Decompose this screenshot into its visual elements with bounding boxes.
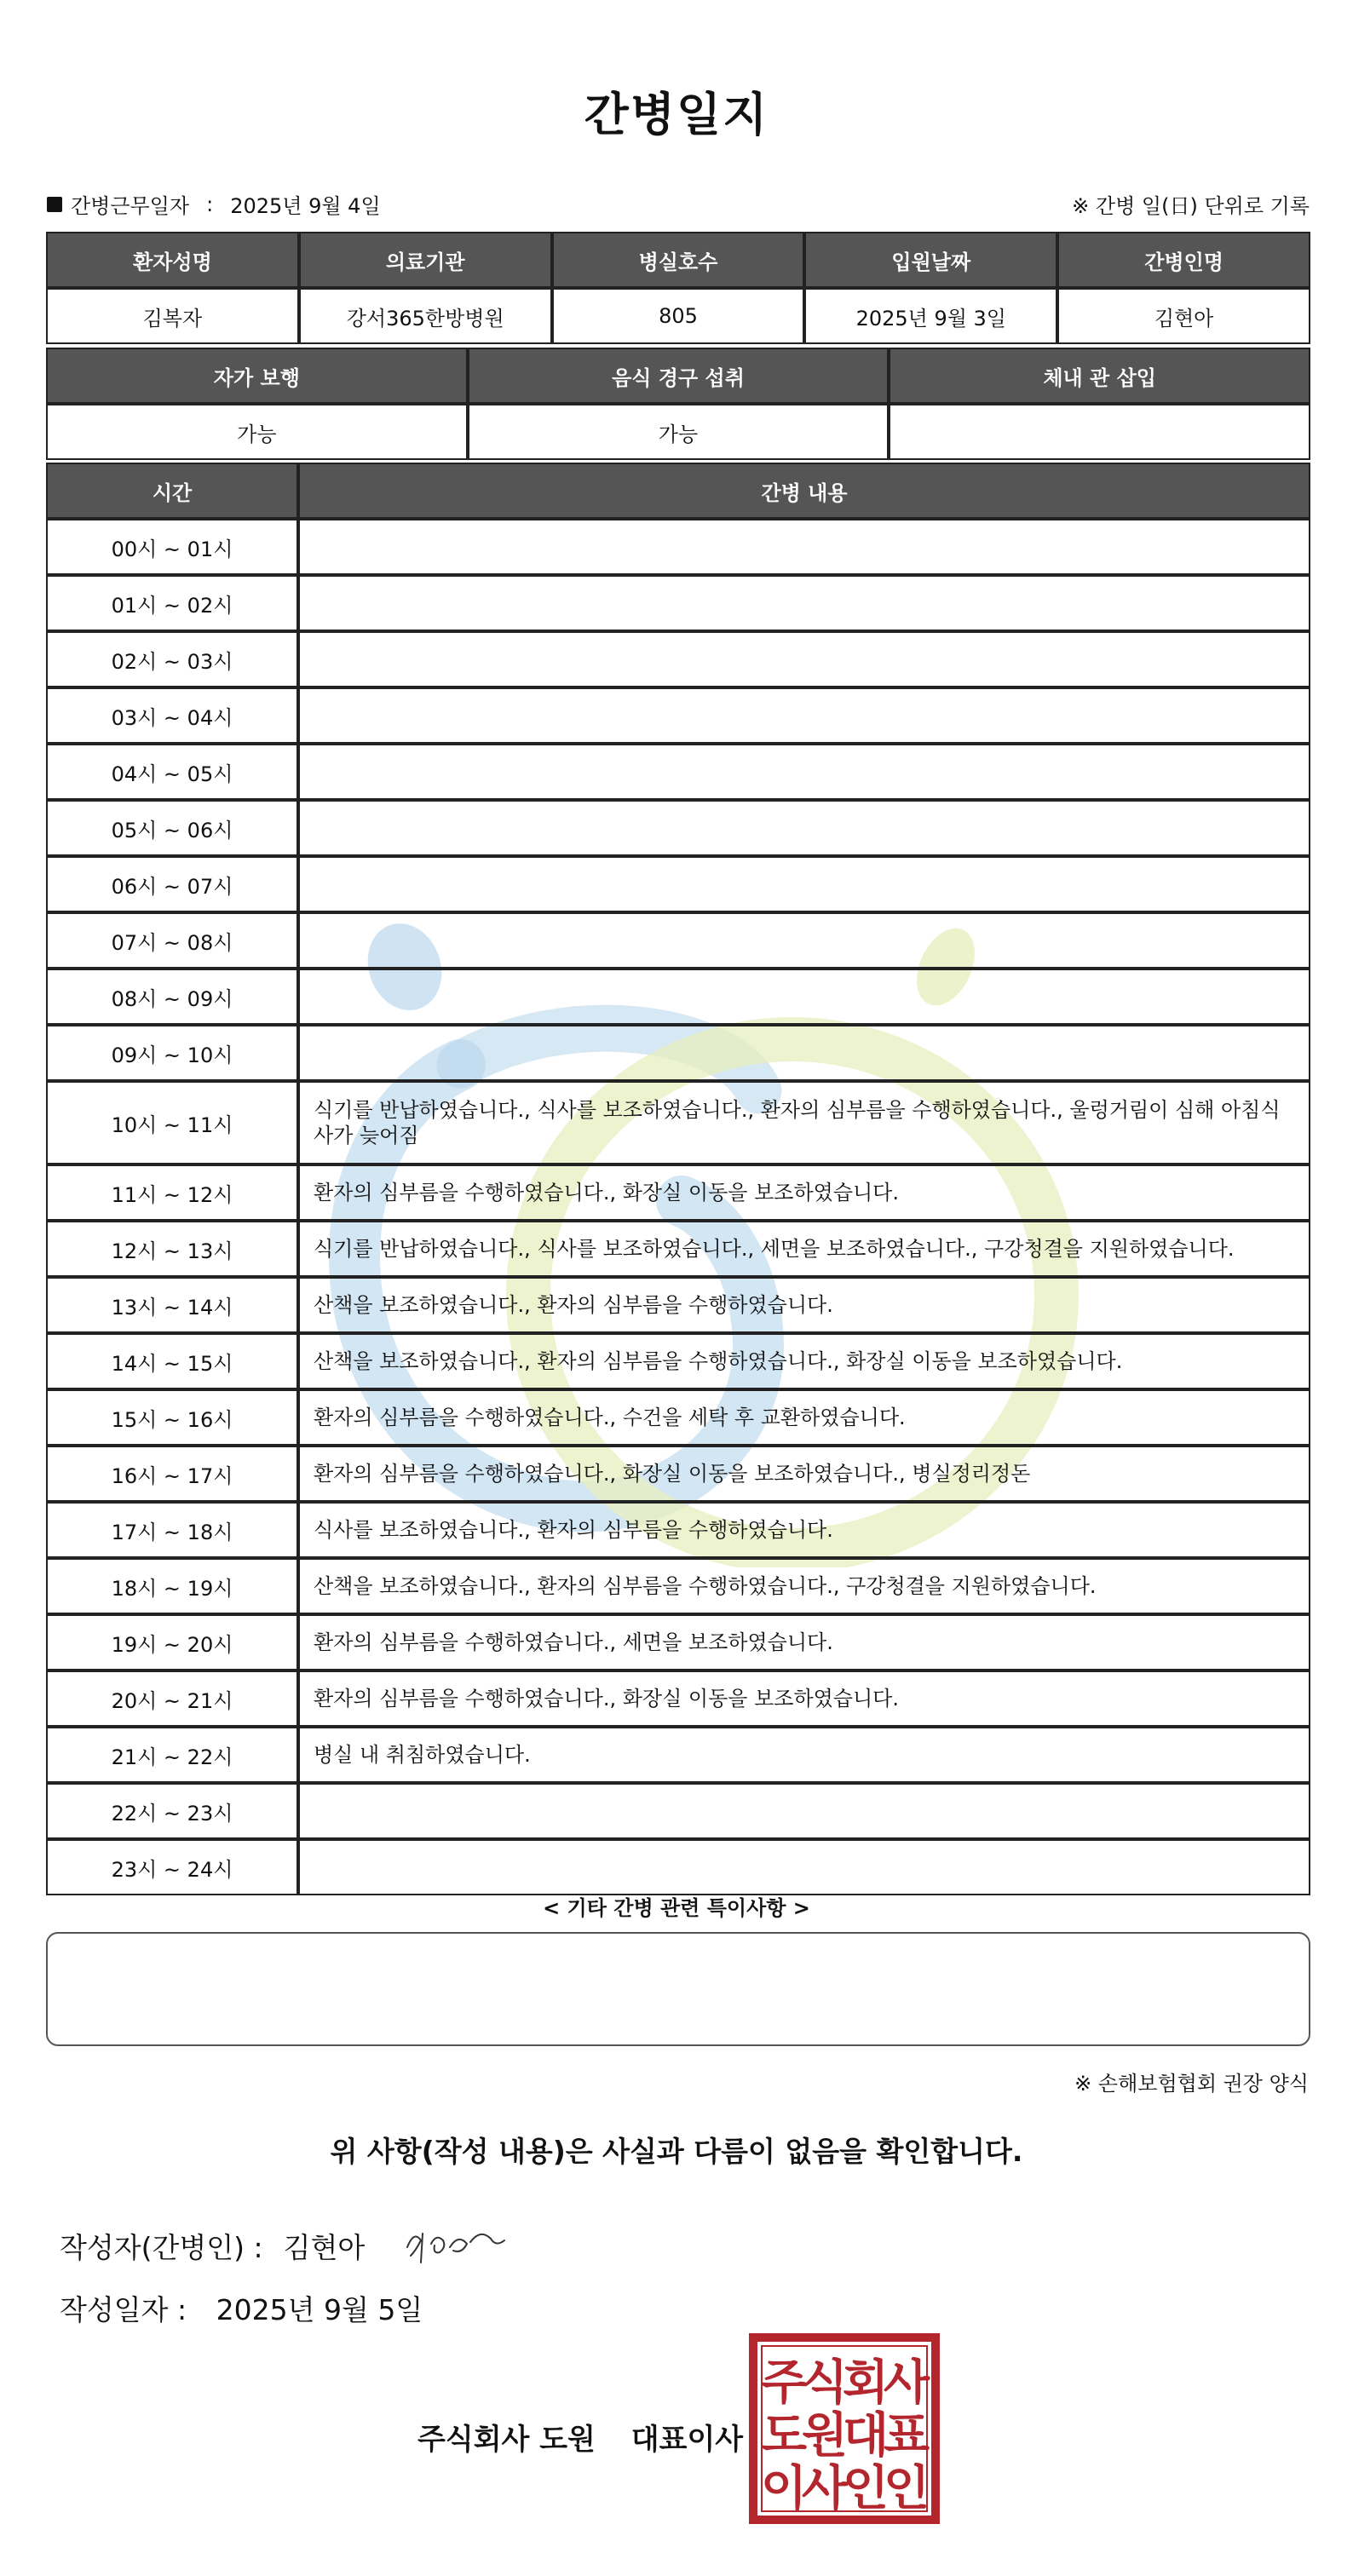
time-cell: 18시 ~ 19시 — [46, 1558, 298, 1614]
table-row — [46, 687, 1310, 744]
content-cell: 환자의 심부름을 수행하였습니다., 화장실 이동을 보조하였습니다. — [298, 1670, 1310, 1727]
special-notes-title: < 기타 간병 관련 특이사항 > — [543, 1896, 810, 1920]
time-cell: 19시 ~ 20시 — [46, 1614, 298, 1670]
writer-line — [60, 2222, 521, 2269]
hospital: 강서365한방병원 — [299, 288, 552, 344]
care-log-table — [46, 463, 1310, 1895]
caregiver-name: 김현아 — [1057, 288, 1310, 344]
header-hospital: 의료기관 — [299, 232, 552, 288]
oral-intake: 가능 — [468, 404, 890, 460]
writer-name: 김현아 — [283, 2230, 366, 2264]
table-row — [46, 404, 1310, 460]
table-row — [46, 1446, 1310, 1502]
time-cell: 12시 ~ 13시 — [46, 1221, 298, 1277]
content-cell: 산책을 보조하였습니다., 환자의 심부름을 수행하였습니다. — [298, 1277, 1310, 1333]
time-cell: 09시 ~ 10시 — [46, 1025, 298, 1081]
content-cell — [298, 744, 1310, 800]
svg-text:회: 회 — [842, 2355, 890, 2411]
svg-text:인: 인 — [883, 2461, 930, 2516]
svg-text:주: 주 — [760, 2355, 808, 2411]
time-cell: 21시 ~ 22시 — [46, 1727, 298, 1783]
daily-record-note: ※ 간병 일(日) 단위로 기록 — [1072, 194, 1310, 218]
content-cell — [298, 1025, 1310, 1081]
handwritten-signature — [402, 2222, 521, 2269]
table-row — [46, 1389, 1310, 1446]
table-row — [46, 1727, 1310, 1783]
svg-text:도: 도 — [760, 2408, 808, 2464]
table-row — [46, 1277, 1310, 1333]
company-seal-stamp — [748, 2332, 941, 2525]
work-date-value: 2025년 9월 4일 — [230, 194, 381, 218]
meta-row — [47, 189, 1310, 216]
header-care-content: 간병 내용 — [298, 463, 1310, 519]
time-cell: 15시 ~ 16시 — [46, 1389, 298, 1446]
content-cell — [298, 800, 1310, 856]
header-tube-insertion: 체내 관 삽입 — [889, 348, 1310, 404]
svg-text:이: 이 — [760, 2461, 808, 2516]
table-row — [46, 1839, 1310, 1895]
table-row — [46, 1221, 1310, 1277]
written-date-label: 작성일자 : — [60, 2293, 187, 2326]
time-cell: 16시 ~ 17시 — [46, 1446, 298, 1502]
content-cell: 식기를 반납하였습니다., 식사를 보조하였습니다., 세면을 보조하였습니다., 구강청결을 지원하였습니다. — [298, 1221, 1310, 1277]
patient-info-table — [46, 232, 1310, 344]
confirmation-statement: 위 사항(작성 내용)은 사실과 다름이 없음을 확인합니다. — [330, 2135, 1023, 2168]
writer-label: 작성자(간병인) : — [60, 2230, 263, 2264]
content-cell: 환자의 심부름을 수행하였습니다., 화장실 이동을 보조하였습니다. — [298, 1164, 1310, 1221]
content-cell — [298, 856, 1310, 912]
table-row — [46, 1502, 1310, 1558]
table-row — [46, 744, 1310, 800]
table-row — [46, 1670, 1310, 1727]
time-cell: 00시 ~ 01시 — [46, 519, 298, 575]
table-row — [46, 1614, 1310, 1670]
table-row — [46, 912, 1310, 969]
table-row — [46, 631, 1310, 687]
square-bullet-icon — [47, 197, 62, 212]
table-row — [46, 800, 1310, 856]
table-row — [46, 1558, 1310, 1614]
table-row — [46, 856, 1310, 912]
time-cell: 13시 ~ 14시 — [46, 1277, 298, 1333]
table-row — [46, 519, 1310, 575]
content-cell — [298, 519, 1310, 575]
time-cell: 17시 ~ 18시 — [46, 1502, 298, 1558]
header-self-walking: 자가 보행 — [46, 348, 468, 404]
svg-text:표: 표 — [883, 2408, 930, 2464]
written-date-value: 2025년 9월 5일 — [216, 2293, 423, 2326]
svg-text:식: 식 — [801, 2355, 849, 2411]
special-notes-box — [46, 1932, 1310, 2046]
content-cell — [298, 1783, 1310, 1839]
time-cell: 08시 ~ 09시 — [46, 969, 298, 1025]
time-cell: 10시 ~ 11시 — [46, 1081, 298, 1164]
work-date — [47, 189, 381, 219]
work-date-label: 간병근무일자 — [71, 194, 190, 218]
time-cell: 02시 ~ 03시 — [46, 631, 298, 687]
time-cell: 22시 ~ 23시 — [46, 1783, 298, 1839]
svg-text:사: 사 — [883, 2355, 930, 2411]
company-name: 주식회사 도원 — [417, 2423, 596, 2457]
patient-name: 김복자 — [46, 288, 299, 344]
admission-date: 2025년 9월 3일 — [804, 288, 1057, 344]
time-cell: 05시 ~ 06시 — [46, 800, 298, 856]
content-cell: 산책을 보조하였습니다., 환자의 심부름을 수행하였습니다., 화장실 이동을 보조하였습니다. — [298, 1333, 1310, 1389]
work-date-separator: : — [206, 192, 214, 216]
svg-text:원: 원 — [801, 2408, 849, 2464]
table-header-row — [46, 463, 1310, 519]
content-cell: 환자의 심부름을 수행하였습니다., 세면을 보조하였습니다. — [298, 1614, 1310, 1670]
header-time: 시간 — [46, 463, 298, 519]
content-cell — [298, 969, 1310, 1025]
company-title: 대표이사 — [630, 2423, 744, 2457]
time-cell: 03시 ~ 04시 — [46, 687, 298, 744]
content-cell: 식사를 보조하였습니다., 환자의 심부름을 수행하였습니다. — [298, 1502, 1310, 1558]
page-title: 간병일지 — [584, 88, 769, 141]
content-cell — [298, 912, 1310, 969]
header-patient-name: 환자성명 — [46, 232, 299, 288]
content-cell: 산책을 보조하였습니다., 환자의 심부름을 수행하였습니다., 구강청결을 지원하였습니다. — [298, 1558, 1310, 1614]
table-header-row — [46, 232, 1310, 288]
header-room-number: 병실호수 — [552, 232, 805, 288]
tube-insertion — [889, 404, 1310, 460]
svg-text:인: 인 — [842, 2461, 890, 2516]
table-row — [46, 288, 1310, 344]
time-cell: 11시 ~ 12시 — [46, 1164, 298, 1221]
company-signature-line — [417, 2416, 743, 2458]
content-cell — [298, 575, 1310, 631]
content-cell: 식기를 반납하였습니다., 식사를 보조하였습니다., 환자의 심부름을 수행하였습니다., 울렁거림이 심해 아침식사가 늦어짐 — [298, 1081, 1310, 1164]
table-header-row — [46, 348, 1310, 404]
content-cell — [298, 1839, 1310, 1895]
time-cell: 06시 ~ 07시 — [46, 856, 298, 912]
time-cell: 04시 ~ 05시 — [46, 744, 298, 800]
content-cell — [298, 631, 1310, 687]
time-cell: 07시 ~ 08시 — [46, 912, 298, 969]
svg-text:대: 대 — [842, 2408, 890, 2464]
table-row — [46, 1025, 1310, 1081]
time-cell: 23시 ~ 24시 — [46, 1839, 298, 1895]
header-caregiver-name: 간병인명 — [1057, 232, 1310, 288]
table-row — [46, 1164, 1310, 1221]
table-row — [46, 1081, 1310, 1164]
header-admission-date: 입원날짜 — [804, 232, 1057, 288]
table-row — [46, 1333, 1310, 1389]
room-number: 805 — [552, 288, 805, 344]
standard-form-note: ※ 손해보험협회 권장 양식 — [1074, 2072, 1309, 2096]
self-walking: 가능 — [46, 404, 468, 460]
table-row — [46, 1783, 1310, 1839]
patient-status-table — [46, 348, 1310, 460]
written-date-line — [60, 2288, 423, 2328]
time-cell: 01시 ~ 02시 — [46, 575, 298, 631]
svg-text:사: 사 — [801, 2461, 849, 2516]
table-row — [46, 969, 1310, 1025]
time-cell: 20시 ~ 21시 — [46, 1670, 298, 1727]
content-cell: 병실 내 취침하였습니다. — [298, 1727, 1310, 1783]
header-oral-intake: 음식 경구 섭취 — [468, 348, 890, 404]
content-cell — [298, 687, 1310, 744]
table-row — [46, 575, 1310, 631]
content-cell: 환자의 심부름을 수행하였습니다., 화장실 이동을 보조하였습니다., 병실정리정돈 — [298, 1446, 1310, 1502]
content-cell: 환자의 심부름을 수행하였습니다., 수건을 세탁 후 교환하였습니다. — [298, 1389, 1310, 1446]
time-cell: 14시 ~ 15시 — [46, 1333, 298, 1389]
